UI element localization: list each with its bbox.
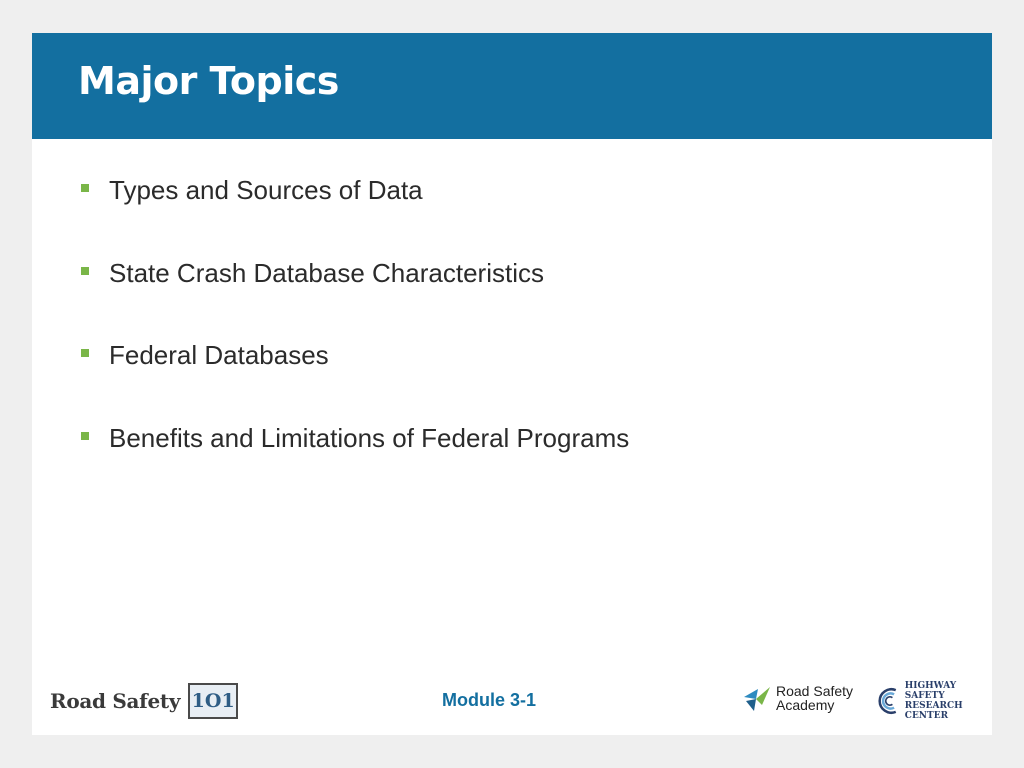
bullet-square-icon <box>81 432 89 440</box>
road-safety-101-number-badge: 1O1 <box>188 683 238 719</box>
slide <box>32 33 992 735</box>
hsrc-swirl-icon <box>874 683 901 719</box>
road-safety-101-logo <box>50 681 238 721</box>
bullet-item <box>78 420 629 503</box>
bullet-text: Benefits and Limitations of Federal Programs <box>109 422 630 453</box>
bullet-item <box>78 172 629 255</box>
bullet-list <box>78 172 629 502</box>
bullet-square-icon <box>81 184 89 192</box>
bullet-square-icon <box>81 267 89 275</box>
road-safety-academy-wordmark <box>776 684 853 712</box>
road-safety-academy-line1: Road Safety <box>776 683 854 699</box>
bullet-square-icon <box>81 349 89 357</box>
bullet-item <box>78 255 629 338</box>
bullet-text: Federal Databases <box>109 340 329 370</box>
hsrc-line1: HIGHWAY SAFETY <box>904 681 957 701</box>
hsrc-logo <box>874 681 992 721</box>
road-safety-academy-icon <box>742 683 772 713</box>
title-bar <box>32 33 992 139</box>
slide-title: Major Topics <box>78 59 339 103</box>
module-label: Module 3-1 <box>442 690 537 710</box>
bullet-text: Types and Sources of Data <box>109 175 423 205</box>
bullet-item <box>78 337 629 420</box>
hsrc-line2: RESEARCH CENTER <box>904 701 963 721</box>
road-safety-101-wordmark: Road Safety <box>50 689 181 713</box>
road-safety-academy-logo <box>742 683 853 713</box>
road-safety-academy-line2: Academy <box>776 697 835 713</box>
hsrc-wordmark <box>905 681 992 721</box>
bullet-text: State Crash Database Characteristics <box>109 257 544 288</box>
